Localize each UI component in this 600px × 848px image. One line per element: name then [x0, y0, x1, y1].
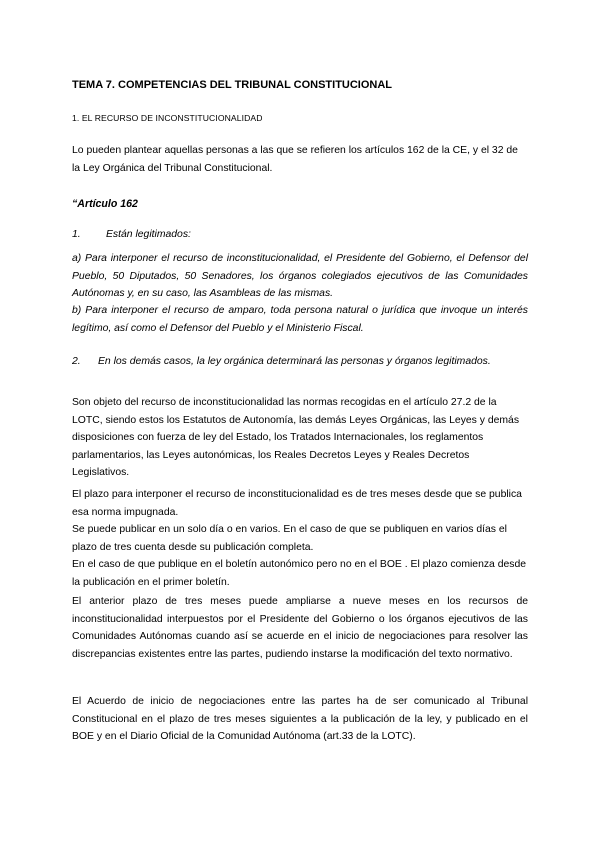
document-page — [72, 0, 528, 848]
plazo-paragraph-2: Se puede publicar en un solo día o en varios. En el caso de que se publiquen en varios días el plazo de tres cuenta desde su publicación completa. — [72, 524, 507, 553]
article-item-2-text: En los demás casos, la ley orgánica determinará las personas y órganos legitimados. — [98, 356, 491, 367]
objeto-paragraph: Son objeto del recurso de inconstitucionalidad las normas recogidas en el artículo 27.2 de la LOTC, siendo estos los Estatutos de Autonomía, las demás Leyes Orgánicas, las Leyes y demás disposiciones con fuerza de ley del Estado, los Tratados Internacionales, los reglamentos parlamentarios, las Leyes autonómicas, los Reales Decretos Leyes y Reales Decretos Legislativos. — [72, 397, 520, 479]
plazo-paragraph-3: En el caso de que publique en el boletín autonómico pero no en el BOE . El plazo comienza desde la publicación en el primer boletín. — [72, 559, 527, 588]
article-item-b: b) Para interponer el recurso de amparo, toda persona natural o jurídica que invoque un interés legítimo, así como el Defensor del Pueblo y el Ministerio Fiscal. — [72, 305, 528, 334]
article-item-2-number: 2. — [72, 356, 81, 367]
section-heading: 1. EL RECURSO DE INCONSTITUCIONALIDAD — [72, 113, 263, 123]
article-item-a: a) Para interponer el recurso de inconstitucionalidad, el Presidente del Gobierno, el Defensor del Pueblo, 50 Diputados, 50 Senadores, los órganos colegiados ejecutivos de las Comunidades Autónomas y, en su caso, las Asambleas de las mismas. — [72, 253, 528, 300]
acuerdo-paragraph: El Acuerdo de inicio de negociaciones entre las partes ha de ser comunicado al Tribunal Constitucional en el plazo de tres meses siguientes a la publicación de la ley, y publicado en el BOE y en el Diario Oficial de la Comunidad Autónoma (art.33 de la LOTC). — [72, 696, 528, 743]
article-heading: “Artículo 162 — [72, 198, 138, 210]
article-item-2 — [72, 353, 528, 371]
intro-paragraph: Lo pueden plantear aquellas personas a las que se refieren los artículos 162 de la CE, y el 32 de la Ley Orgánica del Tribunal Constitucional. — [72, 145, 518, 174]
page-title: TEMA 7. COMPETENCIAS DEL TRIBUNAL CONSTITUCIONAL — [72, 79, 393, 91]
plazo-paragraph-1: El plazo para interponer el recurso de inconstitucionalidad es de tres meses desde que se publica esa norma impugnada. — [72, 489, 522, 518]
article-item-1-number: 1. — [72, 229, 81, 240]
article-item-1 — [72, 226, 528, 244]
ampliacion-paragraph: El anterior plazo de tres meses puede ampliarse a nueve meses en los recursos de inconstitucionalidad interpuestos por el Presidente del Gobierno o los órganos ejecutivos de las Comunidades Autónomas cuando así se acuerde en el inicio de negociaciones para resolver las discrepancias existentes entre las partes, pudiendo instarse la modificación del texto normativo. — [72, 596, 528, 660]
article-item-1-label: Están legitimados: — [106, 229, 191, 240]
